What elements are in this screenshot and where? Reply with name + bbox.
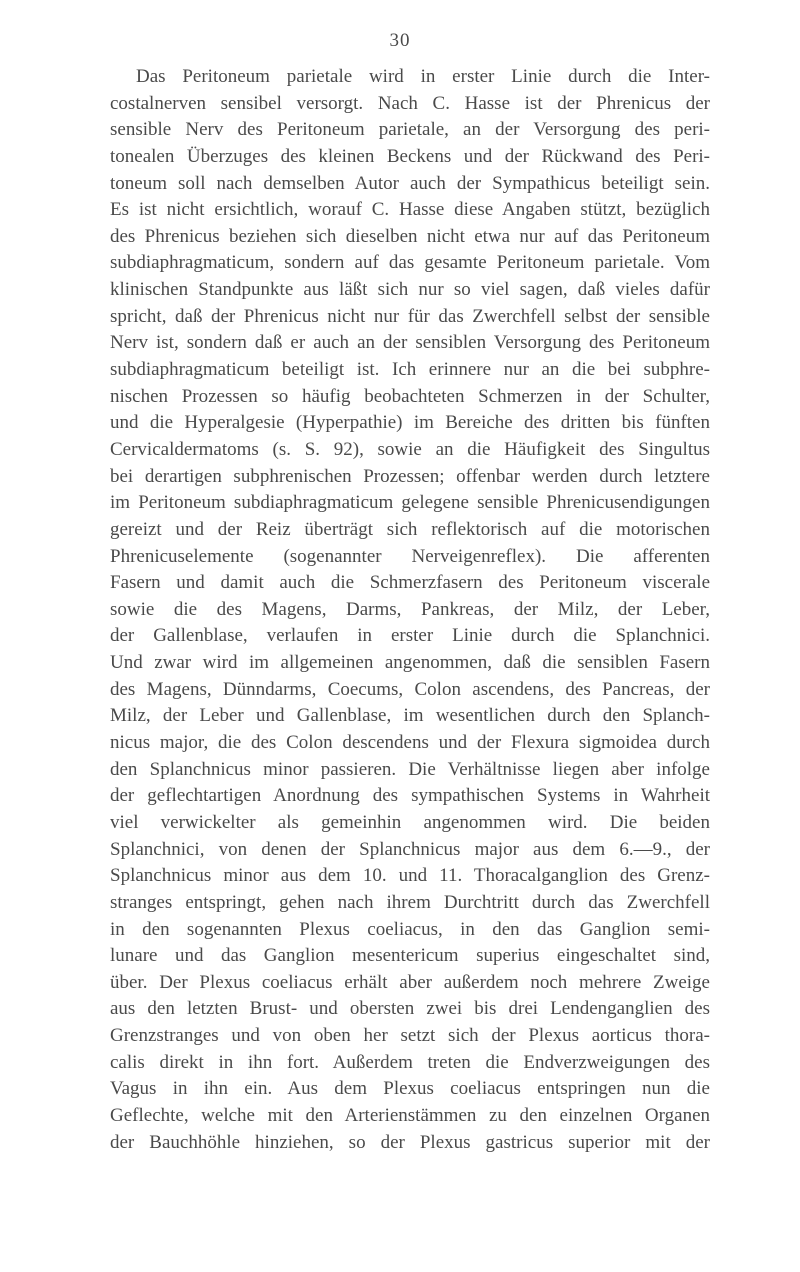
text-line: Fasern und damit auch die Schmerzfasern des Peritoneum viscerale (110, 572, 710, 594)
text-line: Nerv ist, sondern daß er auch an der sensiblen Versorgung des Peritoneum (110, 332, 710, 354)
text-line: costalnerven sensibel versorgt. Nach C. Hasse ist der Phrenicus der (110, 92, 710, 114)
text-line: viel verwickelter als gemeinhin angenommen wird. Die beiden (110, 811, 710, 833)
text-line: nischen Prozessen so häufig beobachteten Schmerzen in der Schulter, (110, 385, 710, 407)
text-line: der Bauchhöhle hinziehen, so der Plexus gastricus superior mit der (110, 1131, 710, 1153)
text-line: Und zwar wird im allgemeinen angenommen, daß die sensiblen Fasern (110, 652, 710, 674)
text-line: Geflechte, welche mit den Arterienstämmen zu den einzelnen Organen (110, 1104, 710, 1126)
text-line: klinischen Standpunkte aus läßt sich nur so viel sagen, daß vieles dafür (110, 279, 710, 301)
text-line: Splanchnici, von denen der Splanchnicus major aus dem 6.—9., der (110, 838, 710, 860)
text-line: in den sogenannten Plexus coeliacus, in den das Ganglion semi- (110, 918, 710, 940)
text-line: tonealen Überzuges des kleinen Beckens und der Rückwand des Peri- (110, 145, 710, 167)
text-line: im Peritoneum subdiaphragmaticum gelegene sensible Phrenicusendigungen (110, 492, 710, 514)
text-line: Das Peritoneum parietale wird in erster Linie durch die Inter- (136, 66, 710, 87)
text-line: über. Der Plexus coeliacus erhält aber außerdem noch mehrere Zweige (110, 971, 710, 993)
text-line: bei derartigen subphrenischen Prozessen; offenbar werden durch letztere (110, 465, 710, 487)
page-number: 30 (389, 30, 411, 51)
text-line: stranges entspringt, gehen nach ihrem Durchtritt durch das Zwerchfell (110, 891, 710, 913)
text-line: den Splanchnicus minor passieren. Die Verhältnisse liegen aber infolge (110, 758, 710, 780)
text-line: des Phrenicus beziehen sich dieselben nicht etwa nur auf das Peritoneum (110, 225, 710, 247)
body-text (110, 64, 710, 1156)
text-line: lunare und das Ganglion mesentericum superius eingeschaltet sind, (110, 945, 710, 967)
text-line: spricht, daß der Phrenicus nicht nur für das Zwerchfell selbst der sensible (110, 305, 710, 327)
text-line: Splanchnicus minor aus dem 10. und 11. Thoracalganglion des Grenz- (110, 865, 710, 887)
text-line: der geflechtartigen Anordnung des sympathischen Systems in Wahrheit (110, 785, 710, 807)
text-line: Es ist nicht ersichtlich, worauf C. Hasse diese Angaben stützt, bezüglich (110, 199, 710, 221)
text-line: gereizt und der Reiz überträgt sich reflektorisch auf die motorischen (110, 518, 710, 540)
text-line: Phrenicuselemente (sogenannter Nerveigenreflex). Die afferenten (110, 545, 710, 567)
text-line: der Gallenblase, verlaufen in erster Linie durch die Splanchnici. (110, 625, 710, 647)
text-line: sowie die des Magens, Darms, Pankreas, der Milz, der Leber, (110, 598, 710, 620)
text-line: Milz, der Leber und Gallenblase, im wesentlichen durch den Splanch- (110, 705, 710, 727)
text-line: calis direkt in ihn fort. Außerdem treten die Endverzweigungen des (110, 1051, 710, 1073)
text-line: Cervicaldermatoms (s. S. 92), sowie an die Häufigkeit des Singultus (110, 438, 710, 460)
text-line: nicus major, die des Colon descendens und der Flexura sigmoidea durch (110, 732, 710, 754)
text-line: subdiaphragmaticum, sondern auf das gesamte Peritoneum parietale. Vom (110, 252, 710, 274)
text-line: toneum soll nach demselben Autor auch der Sympathicus beteiligt sein. (110, 172, 710, 194)
text-line: und die Hyperalgesie (Hyperpathie) im Bereiche des dritten bis fünften (110, 412, 710, 434)
text-line: Vagus in ihn ein. Aus dem Plexus coeliacus entspringen nun die (110, 1078, 710, 1100)
text-line: aus den letzten Brust- und obersten zwei bis drei Lendenganglien des (110, 998, 710, 1020)
text-line: des Magens, Dünndarms, Coecums, Colon ascendens, des Pancreas, der (110, 678, 710, 700)
text-line: subdiaphragmaticum beteiligt ist. Ich erinnere nur an die bei subphre- (110, 359, 710, 381)
text-line: Grenzstranges und von oben her setzt sich der Plexus aorticus thora- (110, 1025, 710, 1047)
text-line: sensible Nerv des Peritoneum parietale, an der Versorgung des peri- (110, 119, 710, 141)
